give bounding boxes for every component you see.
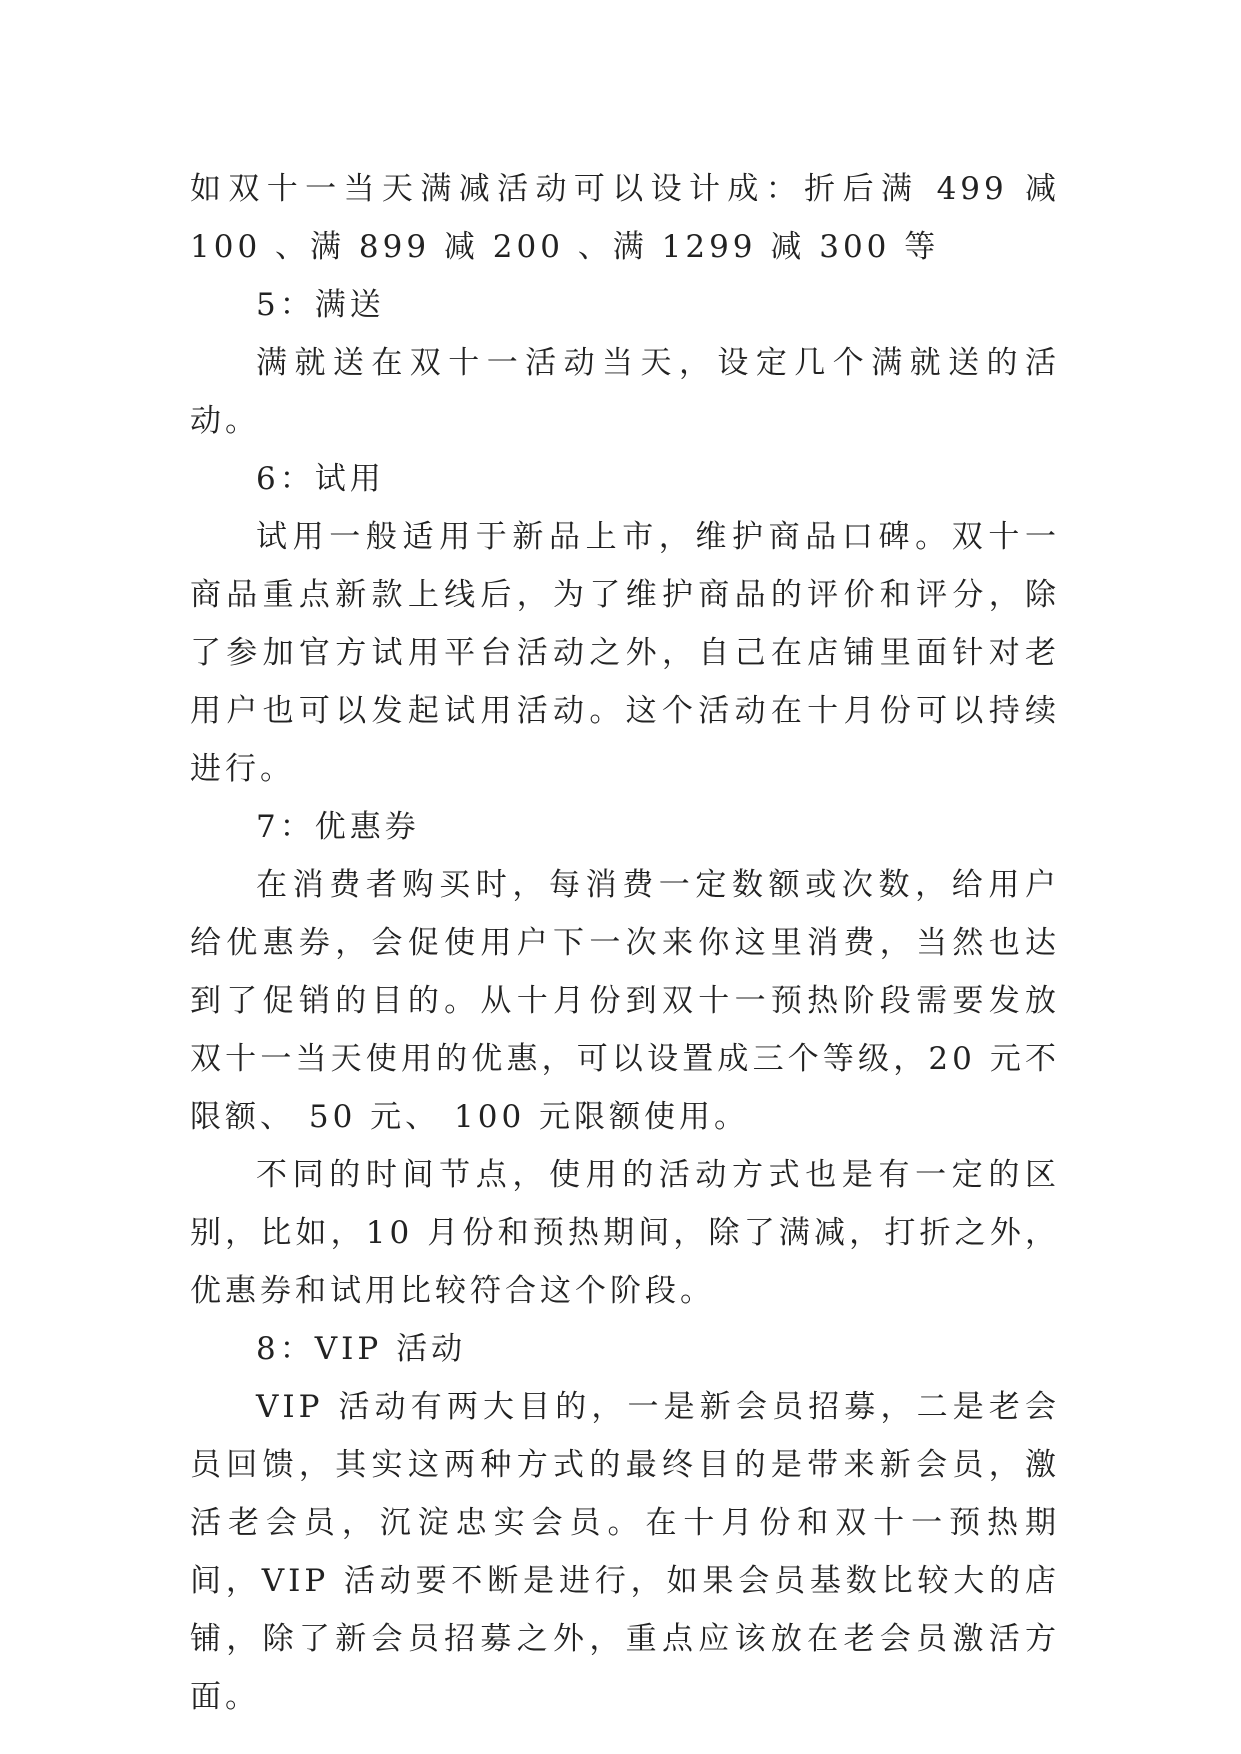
heading-6-trial: 6：试用 [256,461,385,497]
document-body [190,160,1060,1726]
heading-5-mansong: 5：满送 [256,287,385,323]
paragraph-trial: 试用一般适用于新品上市，维护商品口碑。双十一商品重点新款上线后，为了维护商品的评价和评分，除了参加官方试用平台活动之外，自己在店铺里面针对老用户也可以发起试用活动。这个活动在十月份可以持续进行。 [190,519,1060,787]
paragraph-coupon: 在消费者购买时，每消费一定数额或次数，给用户给优惠券，会促使用户下一次来你这里消费，当然也达到了促销的目的。从十月份到双十一预热阶段需要发放双十一当天使用的优惠，可以设置成三个等级，20 元不限额、 50 元、 100 元限额使用。 [190,867,1060,1135]
heading-7-coupon: 7：优惠券 [256,809,420,845]
heading-8-vip: 8：VIP 活动 [256,1331,467,1367]
paragraph-manjian-example: 如双十一当天满减活动可以设计成：折后满 499 减 100 、满 899 减 200 、满 1299 减 300 等 [190,171,1060,265]
paragraph-vip: VIP 活动有两大目的，一是新会员招募，二是老会员回馈，其实这两种方式的最终目的是带来新会员，激活老会员，沉淀忠实会员。在十月份和双十一预热期间，VIP 活动要不断是进行，如果会员基数比较大的店铺，除了新会员招募之外，重点应该放在老会员激活方面。 [190,1389,1060,1715]
paragraph-mansong: 满就送在双十一活动当天，设定几个满就送的活动。 [190,345,1060,439]
paragraph-time-nodes: 不同的时间节点，使用的活动方式也是有一定的区别，比如，10 月份和预热期间，除了满减，打折之外，优惠券和试用比较符合这个阶段。 [190,1157,1060,1309]
